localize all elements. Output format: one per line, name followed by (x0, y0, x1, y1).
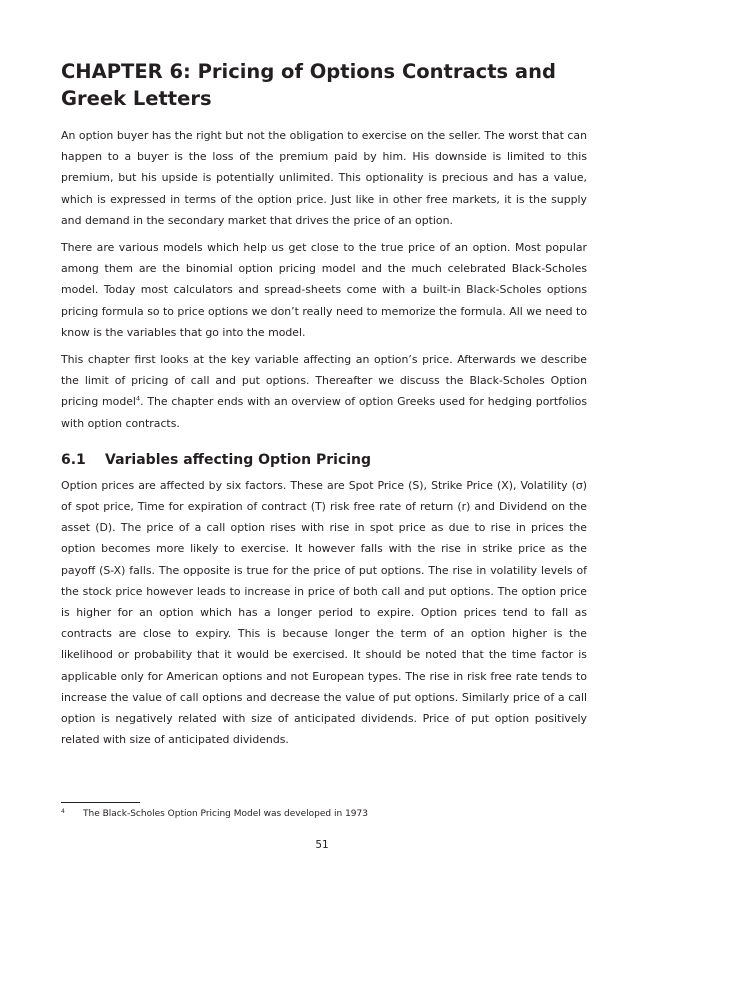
footnote-divider (61, 802, 140, 803)
intro-paragraph-3 (61, 349, 587, 434)
page-number: 51 (315, 839, 329, 851)
chapter-title: CHAPTER 6: Pricing of Options Contracts and Greek Letters (61, 60, 556, 110)
footnote (61, 807, 368, 821)
intro-paragraph-2: There are various models which help us get close to the true price of an option. Most popular among them are the binomial option pricing model and the much celebrated Black-Scholes model. Today most calculators and spread-sheets come with a built-in Black-Scholes options pricing formula so to price options we don’t really need to memorize the formula. All we need to know is the variables that go into the model. (61, 241, 587, 339)
paragraph-3-text-after: . The chapter ends with an overview of option Greeks used for hedging portfolios with option contracts. (61, 395, 587, 430)
paragraph-3-text-before: This chapter first looks at the key variable affecting an option’s price. Afterwards we describe the limit of pricing of call and put options. Thereafter we discuss the Black-Scholes Option pricing model (61, 353, 587, 409)
footnote-text: The Black-Scholes Option Pricing Model was developed in 1973 (83, 809, 368, 819)
section-number: 6.1 (61, 451, 86, 468)
section-title: Variables affecting Option Pricing (105, 451, 372, 468)
footnote-reference[interactable]: 4 (135, 394, 141, 403)
footnote-mark: 4 (61, 808, 65, 815)
page-body (61, 58, 587, 756)
section-paragraph: Option prices are affected by six factors. These are Spot Price (S), Strike Price (X), Volatility (σ) of spot price, Time for expiration of contract (T) risk free rate of return (r) and Dividend on the asset (D). The price of a call option rises with rise in spot price as due to rise in prices the option becomes more likely to exercise. It however falls with the rise in strike price as the payoff (S-X) falls. The opposite is true for the price of put options. The rise in volatility levels of the stock price however leads to increase in price of both call and put options. The option price is higher for an option which has a longer period to expire. Option prices tend to fall as contracts are close to expiry. This is because longer the term of an option higher is the likelihood or probability that it would be exercised. It should be noted that the time factor is applicable only for American options and not European types. The rise in risk free rate tends to increase the value of call options and decrease the value of put options. Similarly price of a call option is negatively related with size of anticipated dividends. Price of put option positively related with size of anticipated dividends. (61, 478, 587, 747)
section-heading (61, 449, 587, 471)
intro-paragraph-1: An option buyer has the right but not the obligation to exercise on the seller. The worst that can happen to a buyer is the loss of the premium paid by him. His downside is limited to this premium, but his upside is potentially unlimited. This optionality is precious and has a value, which is expressed in terms of the option price. Just like in other free markets, it is the supply and demand in the secondary market that drives the price of an option. (61, 129, 587, 227)
